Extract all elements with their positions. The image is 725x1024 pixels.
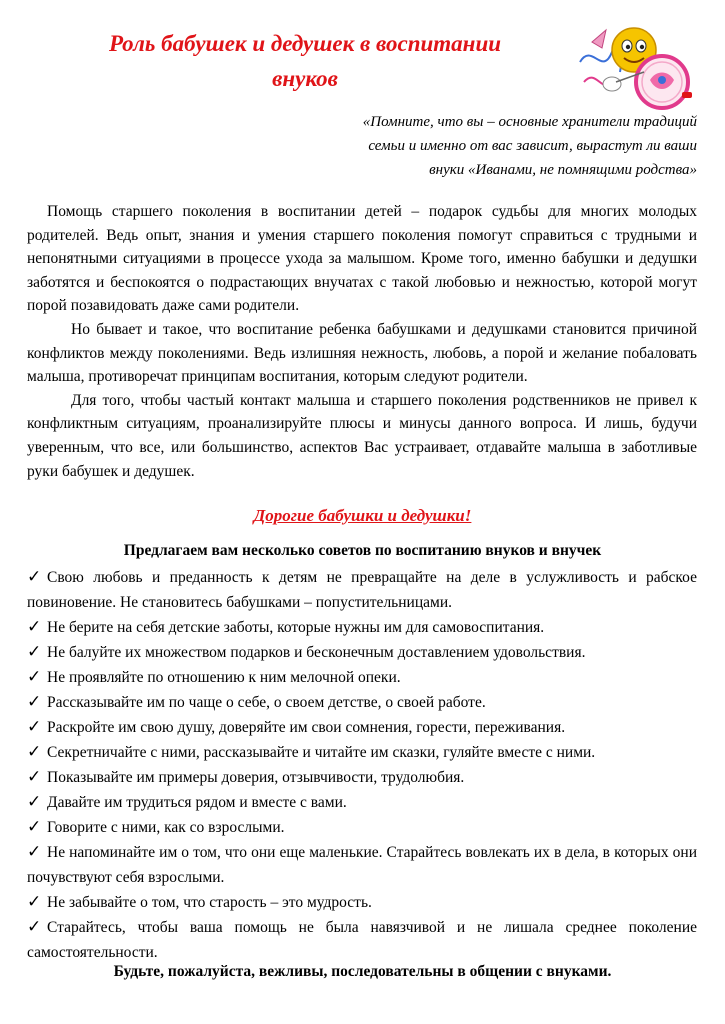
tip-text: Свою любовь и преданность к детям не превращайте на деле в услужливость и рабское повиновение. Не становитесь бабушками – попустительницами. [27,569,697,611]
list-item [27,915,697,965]
checkmark-icon: ✓ [27,692,42,712]
checkmark-icon: ✓ [27,817,42,837]
checkmark-icon: ✓ [27,917,42,937]
checkmark-icon: ✓ [27,617,42,637]
list-item [27,565,697,615]
tip-text: Старайтесь, чтобы ваша помощь не была навязчивой и не лишала среднее поколение самостоятельности. [27,919,697,961]
list-item [27,665,697,690]
tip-text: Раскройте им свою душу, доверяйте им свои сомнения, горести, переживания. [47,719,566,736]
title-line-1: Роль бабушек и дедушек в воспитании [108,31,502,56]
epigraph-line-2: семьи и именно от вас зависит, вырастут ли ваши [368,138,697,154]
checkmark-icon: ✓ [27,717,42,737]
list-item [27,790,697,815]
list-item [27,765,697,790]
checkmark-icon: ✓ [27,792,42,812]
page-title [40,26,570,96]
list-item [27,690,697,715]
checkmark-icon: ✓ [27,742,42,762]
smiley-embroidery-hoop-icon [572,22,697,117]
title-line-2: внуков [272,66,338,91]
checkmark-icon: ✓ [27,642,42,662]
list-item [27,715,697,740]
tips-list [27,565,697,965]
checkmark-icon: ✓ [27,842,42,862]
tip-text: Показывайте им примеры доверия, отзывчивости, трудолюбия. [47,769,465,786]
paragraph-3: Для того, чтобы частый контакт малыша и старшего поколения родственников не привел к конфликтным ситуациям, проанализируйте плюсы и минусы данного вопроса. И лишь, будучи уверенным, что все, или большинство, аспектов Вас устраивает, отдавайте малыша в заботливые руки бабушек и дедушек. [27,391,697,480]
tip-text: Говорите с ними, как со взрослыми. [47,819,285,836]
tip-text: Не проявляйте по отношению к ним мелочной опеки. [47,669,401,686]
tip-text: Рассказывайте им по чаще о себе, о своем детстве, о своей работе. [47,694,486,711]
tip-text: Давайте им трудиться рядом и вместе с вами. [47,794,347,811]
checkmark-icon: ✓ [27,567,42,587]
checkmark-icon: ✓ [27,892,42,912]
list-item [27,840,697,890]
section-heading: Дорогие бабушки и дедушки! [253,506,472,525]
tip-text: Не балуйте их множеством подарков и бесконечным доставлением удовольствия. [47,644,586,661]
tip-text: Секретничайте с ними, рассказывайте и читайте им сказки, гуляйте вместе с ними. [47,744,596,761]
epigraph-quote [137,110,697,182]
tips-heading: Предлагаем вам несколько советов по воспитанию внуков и внучек [123,542,602,559]
tip-text: Не берите на себя детские заботы, которые нужны им для самовоспитания. [47,619,545,636]
list-item [27,740,697,765]
checkmark-icon: ✓ [27,667,42,687]
closing-note: Будьте, пожалуйста, вежливы, последовательны в общении с внуками. [113,963,612,980]
paragraph-2: Но бывает и такое, что воспитание ребенка бабушками и дедушками становится причиной конфликтов между поколениями. Ведь излишняя нежность, любовь, а порой и желание побаловать малыша, противоречат принципам воспитания, которым следуют родители. [27,320,697,386]
list-item [27,815,697,840]
epigraph-line-3: внуки «Иванами, не помнящими родства» [429,162,697,178]
tip-text: Не забывайте о том, что старость – это мудрость. [47,894,372,911]
tip-text: Не напоминайте им о том, что они еще маленькие. Старайтесь вовлекать их в дела, в которых они почувствуют себя взрослыми. [27,844,697,886]
epigraph-line-1: «Помните, что вы – основные хранители традиций [362,114,697,130]
list-item [27,615,697,640]
checkmark-icon: ✓ [27,767,42,787]
list-item [27,890,697,915]
list-item [27,640,697,665]
intro-text [27,200,697,483]
paragraph-1: Помощь старшего поколения в воспитании детей – подарок судьбы для многих молодых родителей. Ведь опыт, знания и умения старшего поколения помогут справиться с трудными и непонятными ситуациями в процессе ухода за малышом. Кроме того, именно бабушки и дедушки заботятся и беспокоятся о подрастающих внучатах с такой любовью и нежностью, которой могут порой позавидовать даже сами родители. [27,203,697,315]
